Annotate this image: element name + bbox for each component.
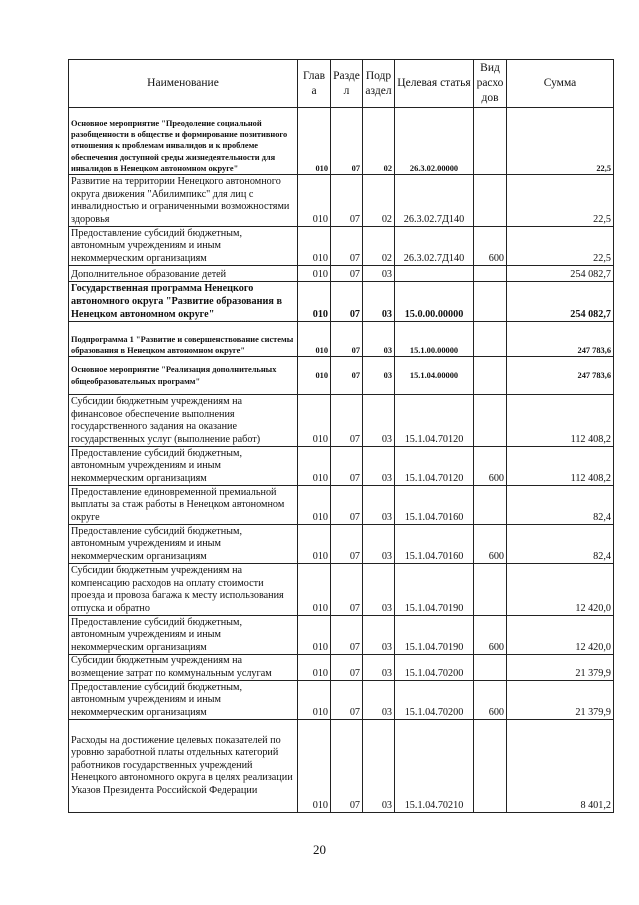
row-vid: 600 <box>474 616 507 655</box>
row-target: 26.3.02.00000 <box>395 108 474 175</box>
header-vid: Вид расхо дов <box>474 60 507 108</box>
row-razdel: 07 <box>331 108 363 175</box>
row-glava: 010 <box>298 655 331 681</box>
row-podrazdel: 02 <box>363 227 395 266</box>
row-vid: 600 <box>474 681 507 720</box>
row-vid <box>474 282 507 322</box>
row-sum: 8 401,2 <box>507 720 614 813</box>
row-razdel: 07 <box>331 681 363 720</box>
table-row <box>69 282 614 322</box>
row-razdel: 07 <box>331 616 363 655</box>
row-glava: 010 <box>298 395 331 447</box>
row-glava: 010 <box>298 681 331 720</box>
row-name: Предоставление субсидий бюджетным, автономным учреждениям и иным некоммерческим организациям <box>69 681 298 720</box>
table-header-row <box>69 60 614 108</box>
table-row <box>69 616 614 655</box>
row-razdel: 07 <box>331 395 363 447</box>
row-glava: 010 <box>298 108 331 175</box>
row-podrazdel: 03 <box>363 447 395 486</box>
row-sum: 82,4 <box>507 525 614 564</box>
row-sum: 112 408,2 <box>507 395 614 447</box>
row-razdel: 07 <box>331 282 363 322</box>
row-podrazdel: 03 <box>363 282 395 322</box>
row-name: Развитие на территории Ненецкого автономного округа движения "Абилимпикс" для лиц с инвалидностью и ограниченными возможностями здоровья <box>69 175 298 227</box>
header-glava: Глав а <box>298 60 331 108</box>
row-sum: 247 783,6 <box>507 322 614 357</box>
row-podrazdel: 03 <box>363 655 395 681</box>
row-name: Субсидии бюджетным учреждениям на возмещение затрат по коммунальным услугам <box>69 655 298 681</box>
row-vid: 600 <box>474 447 507 486</box>
row-sum: 12 420,0 <box>507 616 614 655</box>
row-podrazdel: 03 <box>363 486 395 525</box>
row-razdel: 07 <box>331 564 363 616</box>
row-target: 15.1.04.70190 <box>395 564 474 616</box>
row-sum: 254 082,7 <box>507 282 614 322</box>
table-row <box>69 720 614 813</box>
row-sum: 21 379,9 <box>507 681 614 720</box>
table-row <box>69 486 614 525</box>
row-razdel: 07 <box>331 655 363 681</box>
row-sum: 12 420,0 <box>507 564 614 616</box>
row-glava: 010 <box>298 525 331 564</box>
row-name: Предоставление субсидий бюджетным, автономным учреждениям и иным некоммерческим организациям <box>69 227 298 266</box>
row-podrazdel: 02 <box>363 108 395 175</box>
row-vid <box>474 564 507 616</box>
row-vid: 600 <box>474 525 507 564</box>
table-row <box>69 357 614 395</box>
row-name: Государственная программа Ненецкого автономного округа "Развитие образования в Ненецком автономном округе" <box>69 282 298 322</box>
header-razdel: Разде л <box>331 60 363 108</box>
row-vid <box>474 266 507 282</box>
row-glava: 010 <box>298 616 331 655</box>
row-name: Основное мероприятие "Реализация дополнительных общеобразовательных программ" <box>69 357 298 395</box>
table-row <box>69 681 614 720</box>
row-name: Предоставление субсидий бюджетным, автономным учреждениям и иным некоммерческим организациям <box>69 447 298 486</box>
row-vid: 600 <box>474 227 507 266</box>
row-sum: 21 379,9 <box>507 655 614 681</box>
row-glava: 010 <box>298 357 331 395</box>
row-name: Дополнительное образование детей <box>69 266 298 282</box>
row-target: 15.1.04.70190 <box>395 616 474 655</box>
row-name: Подпрограмма 1 "Развитие и совершенствование системы образования в Ненецком автономном округе" <box>69 322 298 357</box>
row-target: 15.1.04.70120 <box>395 395 474 447</box>
row-glava: 010 <box>298 227 331 266</box>
row-sum: 22,5 <box>507 108 614 175</box>
table-row <box>69 525 614 564</box>
row-vid <box>474 108 507 175</box>
row-podrazdel: 03 <box>363 322 395 357</box>
row-target: 15.1.04.70160 <box>395 486 474 525</box>
row-name: Основное мероприятие "Преодоление социальной разобщенности в обществе и формирование позитивного отношения к проблемам инвалидов и к проблеме обеспечения доступной среды жизнедеятельности для инвалидов в Ненецком автономном округе" <box>69 108 298 175</box>
row-glava: 010 <box>298 486 331 525</box>
row-name: Расходы на достижение целевых показателей по уровню заработной платы отдельных категорий работников государственных учреждений Ненецкого автономного округа в целях реализации Указов Президента Российской Федерации <box>69 720 298 813</box>
table-row <box>69 227 614 266</box>
row-glava: 010 <box>298 720 331 813</box>
row-podrazdel: 03 <box>363 720 395 813</box>
row-target: 15.1.04.70200 <box>395 681 474 720</box>
row-sum: 22,5 <box>507 175 614 227</box>
row-name: Предоставление субсидий бюджетным, автономным учреждениям и иным некоммерческим организациям <box>69 616 298 655</box>
row-podrazdel: 03 <box>363 357 395 395</box>
row-vid <box>474 395 507 447</box>
row-sum: 82,4 <box>507 486 614 525</box>
row-vid <box>474 486 507 525</box>
row-target: 15.1.04.70210 <box>395 720 474 813</box>
row-target: 26.3.02.7Д140 <box>395 175 474 227</box>
row-razdel: 07 <box>331 525 363 564</box>
row-razdel: 07 <box>331 322 363 357</box>
row-sum: 112 408,2 <box>507 447 614 486</box>
row-podrazdel: 03 <box>363 395 395 447</box>
budget-table <box>68 59 614 813</box>
header-podrazdel: Подр аздел <box>363 60 395 108</box>
table-row <box>69 564 614 616</box>
row-target: 15.1.04.70160 <box>395 525 474 564</box>
row-glava: 010 <box>298 447 331 486</box>
header-name: Наименование <box>69 60 298 108</box>
row-glava: 010 <box>298 322 331 357</box>
table-row <box>69 108 614 175</box>
row-target <box>395 266 474 282</box>
row-target: 15.1.04.70120 <box>395 447 474 486</box>
table-row <box>69 322 614 357</box>
row-razdel: 07 <box>331 266 363 282</box>
row-name: Предоставление единовременной премиальной выплаты за стаж работы в Ненецком автономном округе <box>69 486 298 525</box>
table-row <box>69 175 614 227</box>
row-razdel: 07 <box>331 447 363 486</box>
row-sum: 247 783,6 <box>507 357 614 395</box>
row-podrazdel: 02 <box>363 175 395 227</box>
table-row <box>69 447 614 486</box>
row-target: 26.3.02.7Д140 <box>395 227 474 266</box>
table-row <box>69 395 614 447</box>
row-podrazdel: 03 <box>363 616 395 655</box>
row-podrazdel: 03 <box>363 266 395 282</box>
row-sum: 22,5 <box>507 227 614 266</box>
row-podrazdel: 03 <box>363 681 395 720</box>
header-sum: Сумма <box>507 60 614 108</box>
row-podrazdel: 03 <box>363 564 395 616</box>
row-glava: 010 <box>298 266 331 282</box>
row-name: Субсидии бюджетным учреждениям на финансовое обеспечение выполнения государственного задания на оказание государственных услуг (выполнение работ) <box>69 395 298 447</box>
row-vid <box>474 322 507 357</box>
header-target: Целевая статья <box>395 60 474 108</box>
row-target: 15.1.04.00000 <box>395 357 474 395</box>
row-razdel: 07 <box>331 720 363 813</box>
row-glava: 010 <box>298 282 331 322</box>
row-vid <box>474 175 507 227</box>
row-razdel: 07 <box>331 486 363 525</box>
row-name: Субсидии бюджетным учреждениям на компенсацию расходов на оплату стоимости проезда и провоза багажа к месту использования отпуска и обратно <box>69 564 298 616</box>
row-glava: 010 <box>298 175 331 227</box>
row-target: 15.1.04.70200 <box>395 655 474 681</box>
row-sum: 254 082,7 <box>507 266 614 282</box>
row-vid <box>474 720 507 813</box>
row-name: Предоставление субсидий бюджетным, автономным учреждениям и иным некоммерческим организациям <box>69 525 298 564</box>
row-vid <box>474 357 507 395</box>
table-row <box>69 655 614 681</box>
row-glava: 010 <box>298 564 331 616</box>
row-razdel: 07 <box>331 227 363 266</box>
table-row <box>69 266 614 282</box>
row-vid <box>474 655 507 681</box>
row-razdel: 07 <box>331 175 363 227</box>
page-number: 20 <box>313 842 326 857</box>
row-podrazdel: 03 <box>363 525 395 564</box>
row-target: 15.0.00.00000 <box>395 282 474 322</box>
row-razdel: 07 <box>331 357 363 395</box>
row-target: 15.1.00.00000 <box>395 322 474 357</box>
